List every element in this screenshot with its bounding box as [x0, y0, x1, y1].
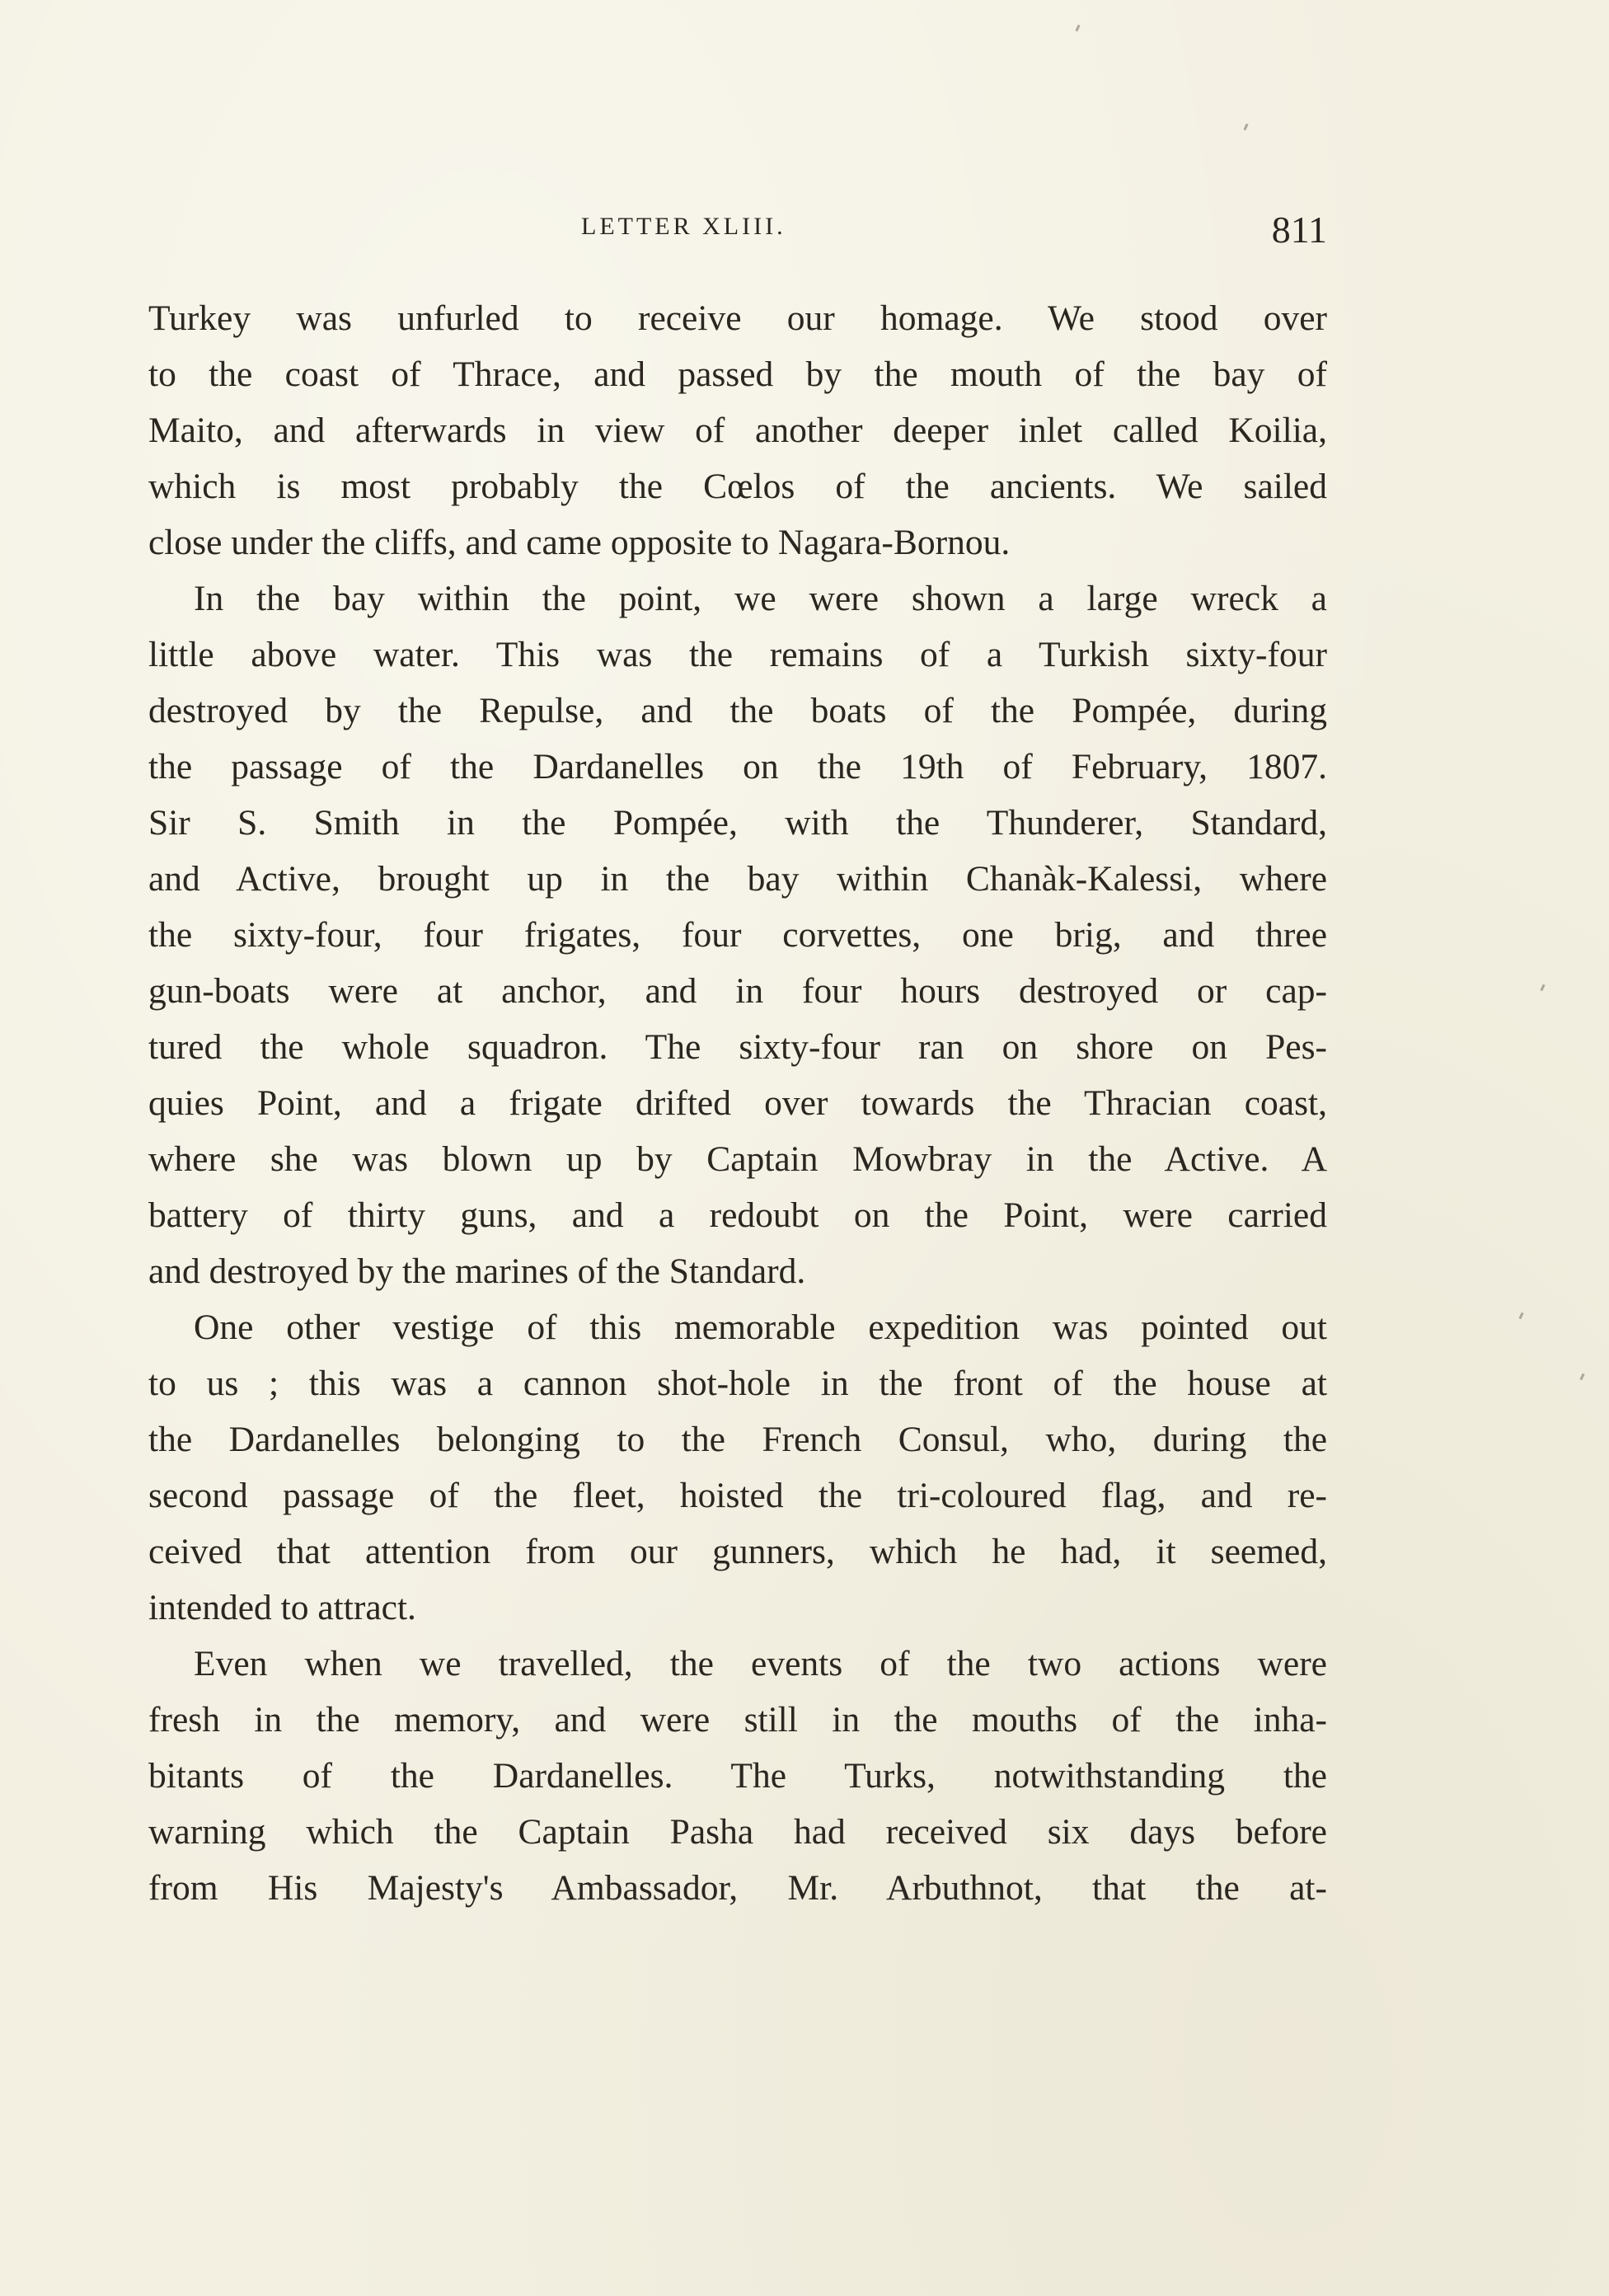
text-line: One other vestige of this memorable expedition was pointed out [194, 1308, 1327, 1347]
text-line: where she was blown up by Captain Mowbray in the Active. A [148, 1139, 1327, 1179]
text-line: warning which the Captain Pasha had received six days before [148, 1812, 1327, 1852]
paper-speck [1243, 124, 1248, 131]
text-line: Turkey was unfurled to receive our homage. We stood over [148, 298, 1327, 338]
text-line: Sir S. Smith in the Pompée, with the Thunderer, Standard, [148, 803, 1327, 843]
paper-speck [1540, 984, 1545, 992]
text-line: and Active, brought up in the bay within Chanàk-Kalessi, where [148, 859, 1327, 899]
body-text [148, 290, 1327, 1916]
text-line: which is most probably the Cœlos of the ancients. We sailed [148, 467, 1327, 506]
text-line: and destroyed by the marines of the Standard. [148, 1251, 806, 1291]
text-line: little above water. This was the remains of a Turkish sixty-four [148, 635, 1327, 674]
text-line: battery of thirty guns, and a redoubt on the Point, were carried [148, 1195, 1327, 1235]
paper-speck [1579, 1373, 1584, 1381]
text-line: destroyed by the Repulse, and the boats of the Pompée, during [148, 691, 1327, 730]
text-line: to us ; this was a cannon shot-hole in the front of the house at [148, 1364, 1327, 1403]
text-line: In the bay within the point, we were shown a large wreck a [194, 579, 1327, 618]
text-line: intended to attract. [148, 1588, 416, 1627]
text-line: the passage of the Dardanelles on the 19th of February, 1807. [148, 747, 1327, 786]
text-line: close under the cliffs, and came opposite to Nagara-Bornou. [148, 523, 1011, 562]
text-line: the Dardanelles belonging to the French Consul, who, during the [148, 1420, 1327, 1459]
text-line: tured the whole squadron. The sixty-four ran on shore on Pes- [148, 1027, 1327, 1067]
text-line: from His Majesty's Ambassador, Mr. Arbuthnot, that the at- [148, 1868, 1327, 1908]
text-line: to the coast of Thrace, and passed by the mouth of the bay of [148, 354, 1327, 394]
paper-speck [1518, 1312, 1523, 1320]
text-line: ceived that attention from our gunners, which he had, it seemed, [148, 1532, 1327, 1571]
text-line: bitants of the Dardanelles. The Turks, notwithstanding the [148, 1756, 1327, 1796]
page-header [148, 208, 1327, 257]
text-line: Maito, and afterwards in view of another deeper inlet called Koilia, [148, 411, 1327, 450]
text-line: Even when we travelled, the events of the two actions were [194, 1644, 1327, 1683]
text-line: quies Point, and a frigate drifted over towards the Thracian coast, [148, 1083, 1327, 1123]
text-line: second passage of the fleet, hoisted the tri-coloured flag, and re- [148, 1476, 1327, 1515]
page-number: 811 [1271, 209, 1327, 251]
paper-speck [1075, 25, 1080, 32]
text-line: fresh in the memory, and were still in the mouths of the inha- [148, 1700, 1327, 1740]
running-head: LETTER XLIII. [581, 213, 786, 240]
text-line: gun-boats were at anchor, and in four hours destroyed or cap- [148, 971, 1327, 1011]
text-line: the sixty-four, four frigates, four corvettes, one brig, and three [148, 915, 1327, 955]
